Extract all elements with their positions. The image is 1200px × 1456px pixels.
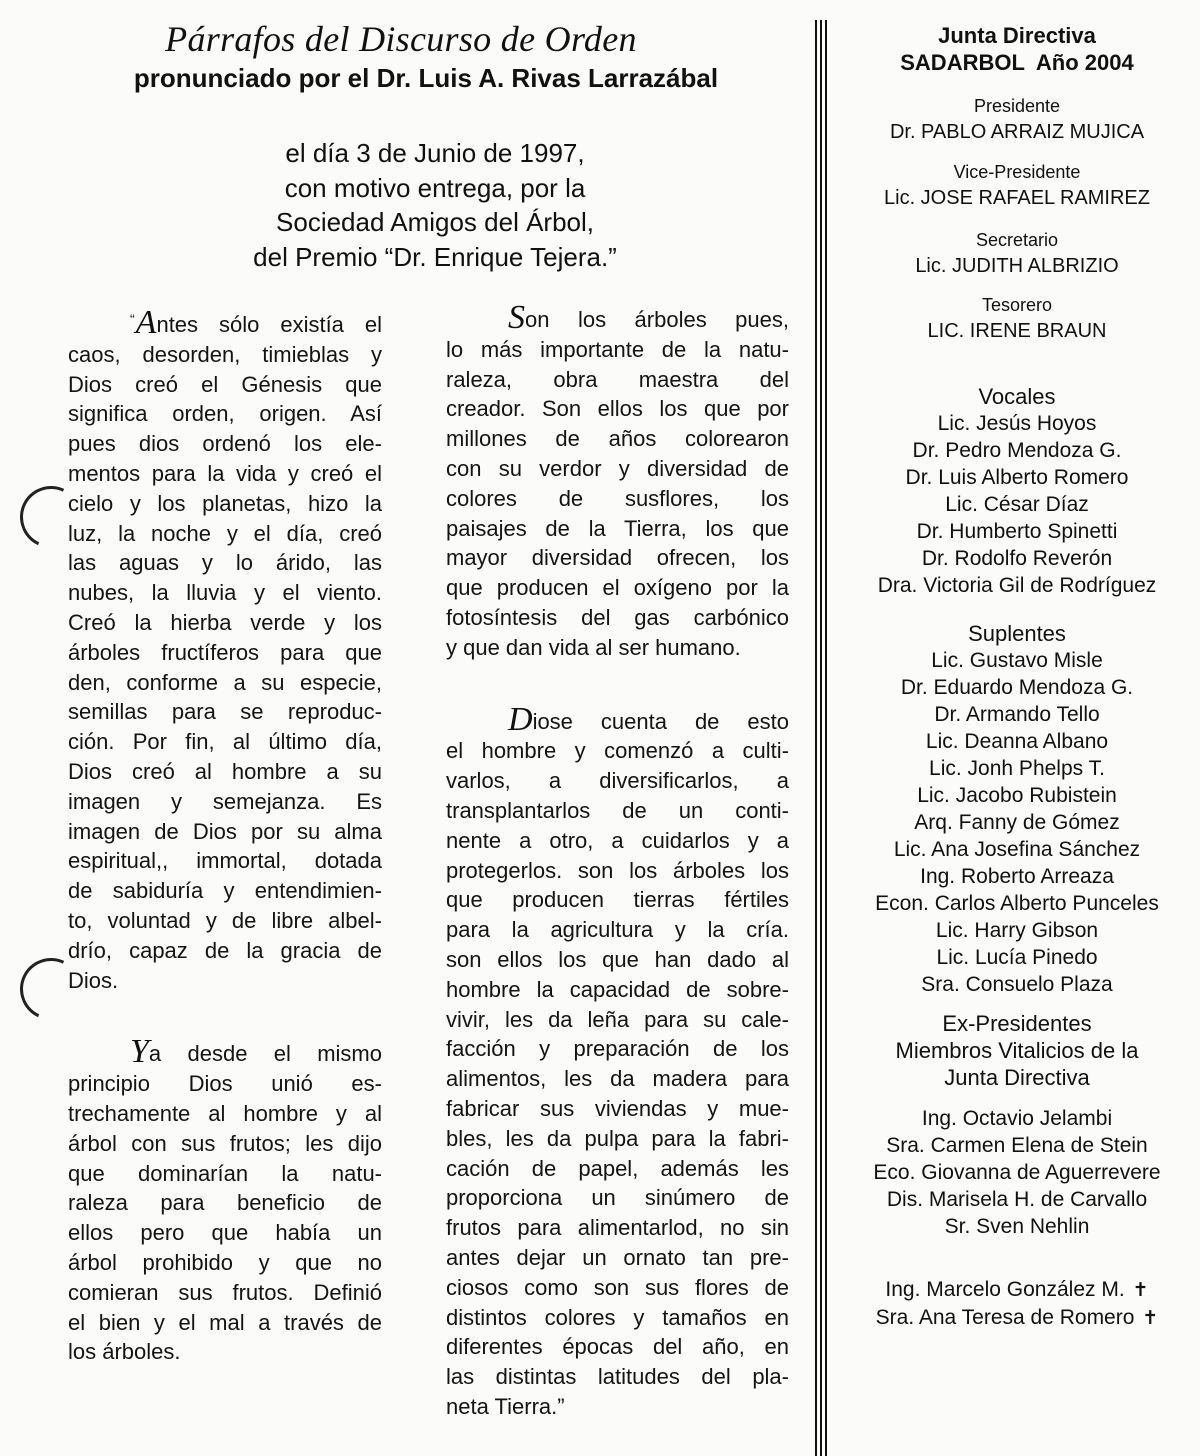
officer-role: Vice-Presidente (953, 162, 1081, 182)
text-line: los árboles. (68, 1339, 181, 1365)
text-line: las aguas y lo árido, las (68, 550, 382, 576)
text-line: trechamente al hombre y al (68, 1100, 382, 1126)
text-line: proporciona un sinúmero de (446, 1185, 789, 1211)
member-name: Dr. Rodolfo Reverón (921, 547, 1113, 570)
officer-secretary (834, 228, 1200, 280)
text-line: árbol con sus frutos; les dijo (68, 1130, 382, 1156)
text-line: paisajes de la Tierra, los que (446, 515, 789, 541)
officer-role: Presidente (973, 96, 1061, 116)
text-line: nente a otro, a cuidarlos y a (446, 827, 789, 853)
dropcap: D (508, 700, 533, 738)
paragraph-lines (446, 335, 789, 663)
member-name: Lic. Ana Josefina Sánchez (893, 838, 1141, 861)
member-name: Lic. Jesús Hoyos (937, 412, 1097, 435)
text-line: mayor diversidad ofrecen, los (446, 545, 789, 571)
text-line: para la agricultura y la cría. (446, 917, 789, 943)
paragraph-lines (68, 1069, 382, 1367)
column-divider (815, 20, 827, 1456)
deceased-name: Ing. Marcelo González M. ✝ (885, 1278, 1149, 1301)
speech-title: Párrafos del Discurso de Orden (165, 19, 637, 59)
text-line: árbol prohibido y que no (68, 1249, 382, 1275)
text-line: protegerlos. son los árboles los (446, 857, 789, 883)
text-line: to, voluntad y de libre albel- (68, 907, 382, 933)
member-name: Lic. Jacobo Rubistein (917, 784, 1117, 807)
section-title: Miembros Vitalicios de la (895, 1038, 1139, 1063)
vocales-section (834, 383, 1200, 599)
paragraph-trees (446, 299, 789, 663)
section-title: Ex-Presidentes (942, 1011, 1092, 1036)
member-name: Lic. Jonh Phelps T. (929, 757, 1105, 780)
member-name: Lic. Lucía Pinedo (936, 946, 1098, 969)
text-line: facción y preparación de los (446, 1036, 789, 1062)
paragraph-genesis (68, 305, 382, 995)
text-line: antes dejar un ornato tan pre- (446, 1244, 789, 1270)
officer-name: Lic. JUDITH ALBRIZIO (915, 255, 1119, 277)
text-line: y que dan vida al ser humano. (446, 634, 741, 660)
member-name: Sra. Consuelo Plaza (921, 973, 1113, 996)
board-panel (834, 22, 1200, 1332)
text-line: que producen el oxígeno por la (446, 575, 789, 601)
dropcap: A (135, 304, 157, 341)
section-title: Vocales (978, 384, 1056, 409)
open-quote: “ (130, 311, 135, 327)
member-name: Ing. Roberto Arreaza (920, 865, 1114, 888)
cross-icon: ✝ (1142, 1308, 1159, 1329)
member-name: Dr. Eduardo Mendoza G. (900, 676, 1134, 699)
text-line: fabricar sus viviendas y mue- (446, 1095, 789, 1121)
paragraph-first-line: Ya desde el mismo (130, 1033, 382, 1071)
member-name: Lic. Gustavo Misle (931, 649, 1103, 672)
member-name: Dis. Marisela H. de Carvallo (886, 1188, 1148, 1211)
text-line: son ellos los que han dado al (446, 946, 789, 972)
member-name: Lic. César Díaz (945, 493, 1089, 516)
text-line: imagen de Dios por su alma (68, 818, 382, 844)
text-line: transplantarlos de un conti- (446, 797, 789, 823)
event-line: Sociedad Amigos del Árbol, (276, 207, 594, 238)
text-line: neta Tierra.” (446, 1393, 565, 1419)
text-line: comieran sus frutos. Definió (68, 1279, 382, 1305)
text-line: con su verdor y diversidad de (446, 455, 789, 481)
text-line: de sabiduría y entendimien- (68, 878, 382, 904)
text-line: luz, la noche y el día, creó (68, 520, 382, 546)
event-line: del Premio “Dr. Enrique Tejera.” (253, 242, 617, 273)
text-line: distintos colores y tamaños en (446, 1304, 789, 1330)
member-name: Ing. Octavio Jelambi (921, 1107, 1113, 1130)
text-line: ción. Por fin, al último día, (68, 729, 382, 755)
deceased-name: Sra. Ana Teresa de Romero ✝ (875, 1306, 1159, 1329)
text-line: creador. Son ellos los que por (446, 396, 789, 422)
text-line: bles, les da pulpa para la fabri- (446, 1125, 789, 1151)
text-line: fotosíntesis del gas carbónico (446, 604, 789, 630)
vocales-list (834, 410, 1200, 599)
paragraph-lines (446, 736, 789, 1421)
text-line: diferentes épocas del año, en (446, 1334, 789, 1360)
ex-presidents-section (834, 1010, 1200, 1332)
text-line: espiritual,, immortal, dotada (68, 848, 382, 874)
text-line: den, conforme a su especie, (68, 669, 382, 695)
text-line: varlos, a diversificarlos, a (446, 768, 789, 794)
text-line: cielo y los planetas, hizo la (68, 490, 382, 516)
officer-role: Secretario (975, 230, 1059, 250)
text-line: semillas para se reproduc- (68, 699, 382, 725)
paragraph-first-line: “Antes sólo existía el (130, 304, 382, 341)
text-line: pues dios ordenó los ele- (68, 431, 382, 457)
text-line: Creó la hierba verde y los (68, 609, 382, 635)
member-name: Sr. Sven Nehlin (944, 1215, 1090, 1238)
text-line: que producen tierras fértiles (446, 887, 789, 913)
text-line: Dios creó el Génesis que (68, 371, 382, 397)
text-line: el hombre y comenzó a culti- (446, 738, 789, 764)
officer-vice-president (834, 160, 1200, 212)
suplentes-section (834, 620, 1200, 998)
paragraph-lines (68, 340, 382, 996)
officer-name: LIC. IRENE BRAUN (927, 320, 1107, 342)
text-line: raleza, obra maestra del (446, 366, 789, 392)
officer-treasurer (834, 293, 1200, 345)
text-line: mentos para la vida y creó el (68, 460, 382, 486)
officer-name: Lic. JOSE RAFAEL RAMIREZ (884, 187, 1150, 209)
member-name: Lic. Harry Gibson (935, 919, 1099, 942)
speech-column-middle (446, 299, 789, 1422)
text-line: ellos pero que había un (68, 1220, 382, 1246)
event-line: con motivo entrega, por la (284, 172, 586, 203)
officer-name: Dr. PABLO ARRAIZ MUJICA (889, 121, 1145, 143)
paragraph-first-line: Son los árboles pues, (508, 299, 789, 336)
section-title: Junta Directiva (944, 1065, 1090, 1090)
text-line: hombre la capacidad de sobre- (446, 976, 789, 1002)
text-line: vivir, les da leña para su cale- (446, 1006, 789, 1032)
text-line: raleza para beneficio de (68, 1190, 382, 1216)
ex-presidents-list (834, 1105, 1200, 1240)
text-line: Dios creó al hombre a su (68, 758, 382, 784)
text-line: nubes, la lluvia y el viento. (68, 580, 382, 606)
text-line: lo más importante de la natu- (446, 336, 789, 362)
text-line: el bien y el mal a través de (68, 1309, 382, 1335)
text-line: caos, desorden, timieblas y (68, 341, 382, 367)
text-line: frutos para alimentarlod, no sin (446, 1215, 789, 1241)
text-line: colores de susflores, los (446, 485, 789, 511)
speech-subtitle: pronunciado por el Dr. Luis A. Rivas Larrazábal (133, 63, 719, 93)
member-name: Dra. Victoria Gil de Rodríguez (877, 574, 1157, 597)
text-line: cación de papel, además les (446, 1155, 789, 1181)
cross-icon: ✝ (1132, 1280, 1149, 1301)
event-line: el día 3 de Junio de 1997, (285, 138, 585, 168)
text-line: millones de años colorearon (446, 426, 789, 452)
paragraph-origin (68, 1033, 382, 1367)
suplentes-list (834, 647, 1200, 998)
member-name: Dr. Armando Tello (934, 703, 1100, 726)
officer-president (834, 94, 1200, 146)
text-line: árboles fructíferos para que (68, 639, 382, 665)
member-name: Econ. Carlos Alberto Punceles (875, 892, 1159, 915)
text-line: significa orden, origen. Así (68, 401, 382, 427)
text-line: drío, capaz de la gracia de (68, 937, 382, 963)
text-line: imagen y semejanza. Es (68, 788, 382, 814)
member-name: Dr. Pedro Mendoza G. (912, 439, 1122, 462)
member-name: Eco. Giovanna de Aguerrevere (873, 1161, 1161, 1184)
board-subtitle: SADARBOL Año 2004 (900, 50, 1134, 75)
section-title: Suplentes (968, 621, 1066, 646)
text-line: alimentos, les da madera para (446, 1066, 789, 1092)
member-name: Arq. Fanny de Gómez (914, 811, 1120, 834)
speech-column-left (68, 305, 382, 1367)
event-description (190, 136, 680, 275)
text-line: que dominarían la natu- (68, 1160, 382, 1186)
member-name: Lic. Deanna Albano (925, 730, 1109, 753)
text-line: las distintas latitudes del pla- (446, 1364, 789, 1390)
dropcap: Y (130, 1033, 149, 1071)
paragraph-first-line: Diose cuenta de esto (508, 700, 789, 738)
member-name: Dr. Luis Alberto Romero (905, 466, 1129, 489)
text-line: principio Dios unió es- (68, 1071, 382, 1097)
deceased-list (834, 1276, 1200, 1332)
text-line: Dios. (68, 967, 119, 993)
member-name: Sra. Carmen Elena de Stein (886, 1134, 1148, 1157)
member-name: Dr. Humberto Spinetti (916, 520, 1118, 543)
dropcap: S (508, 299, 525, 336)
paragraph-cultivation (446, 700, 789, 1422)
board-title: Junta Directiva (938, 23, 1096, 48)
text-line: ciosos como son sus flores de (446, 1274, 789, 1300)
officer-role: Tesorero (981, 295, 1053, 315)
